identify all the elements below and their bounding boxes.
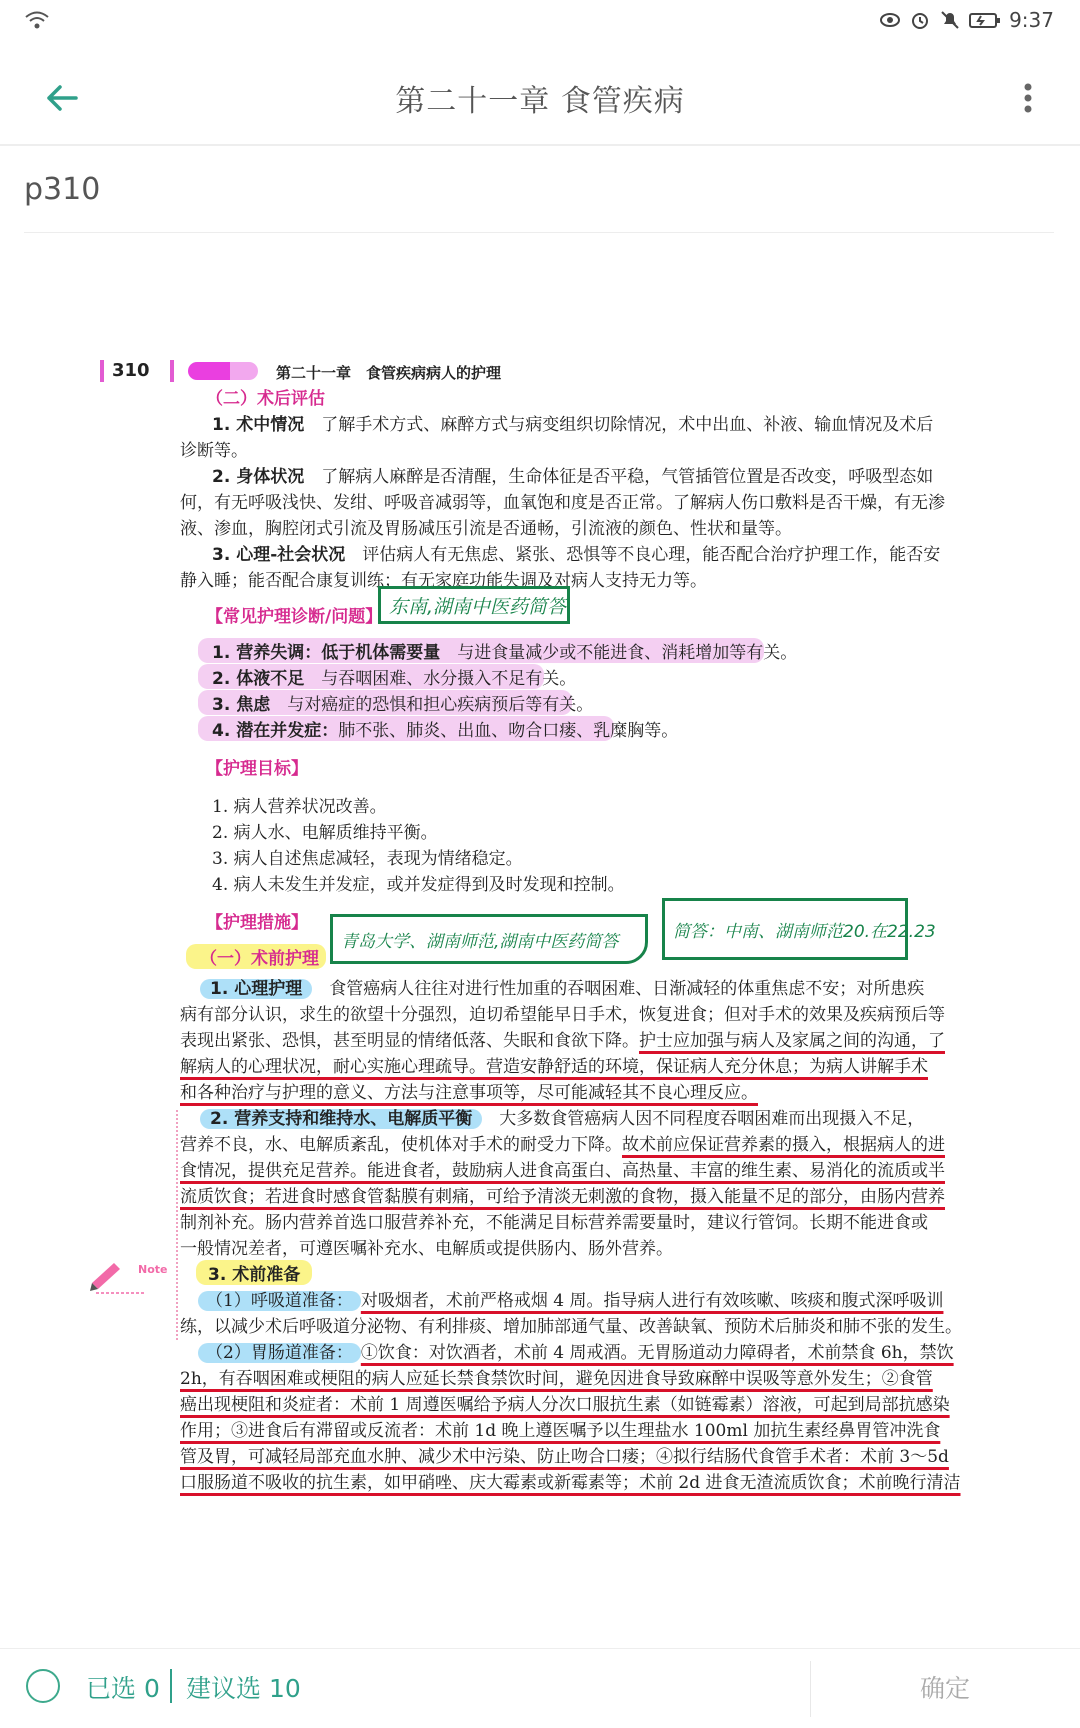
underlined-line: 2h，有吞咽困难或梗阻的病人应延长禁食禁饮时间，避免因进食导致麻醉中误吸等意外发生；②食管	[180, 1369, 933, 1389]
note-marker	[86, 1255, 186, 1315]
mute-icon	[939, 9, 961, 31]
highlighted-heading: 3. 术前准备	[196, 1260, 312, 1285]
app-bar	[0, 50, 1080, 146]
section-heading: 【常见护理诊断/问题】	[206, 607, 383, 627]
wifi-icon	[24, 10, 50, 34]
text-line: （1）呼吸道准备： 对吸烟者，术前严格戒烟 4 周。指导病人进行有效咳嗽、咳痰和腹式深呼吸训	[198, 1286, 943, 1311]
list-item: 2. 病人水、电解质维持平衡。	[212, 823, 438, 843]
section-heading: （二）术后评估	[206, 389, 325, 409]
underlined-line: 癌出现梗阻和炎症者：术前 1 周遵医嘱给予病人分次口服抗生素（如链霉素）溶液，可起到局部抗感染	[180, 1395, 950, 1415]
text-line: 静入睡；能否配合康复训练；有无家庭功能失调及对病人支持无力等。	[180, 571, 707, 591]
text-line: 制剂补充。肠内营养首选口服营养补充，不能满足目标营养需要量时，建议行管饲。长期不能进食或	[180, 1213, 928, 1233]
text-line: 病有部分认识，求生的欲望十分强烈，迫切希望能早日手术，恢复进食；但对手术的效果及疾病预后等	[180, 1005, 945, 1025]
text-line: 2. 营养支持和维持水、电解质平衡 大多数食管癌病人因不同程度吞咽困难而出现摄入不足，	[200, 1104, 924, 1129]
battery-icon	[969, 9, 1001, 31]
section-heading: 【护理措施】	[206, 913, 308, 933]
header-bar	[100, 360, 104, 382]
divider	[810, 1661, 811, 1717]
text-line: 练，以减少术后呼吸道分泌物、有利排痰、增加肺部通气量、改善缺氧、预防术后肺炎和肺不张的发生。	[180, 1317, 962, 1337]
page-title: 第二十一章 食管疾病	[395, 84, 685, 119]
text-line: （2）胃肠道准备： ①饮食：对饮酒者，术前 4 周戒酒。无胃肠道动力障碍者，术前禁食 6h，禁饮	[198, 1338, 954, 1363]
document-page	[0, 340, 1080, 1630]
underlined-line: 食情况，提供充足营养。能进食者，鼓励病人进食高蛋白、高热量、丰富的维生素、易消化的流质或半	[180, 1161, 945, 1181]
list-item: 4. 病人未发生并发症，或并发症得到及时发现和控制。	[212, 875, 625, 895]
highlighted-line: 3. 焦虑 与对癌症的恐惧和担心疾病预后等有关。	[198, 690, 572, 715]
handwritten-note: 简答：中南、湖南师范20.在22.23	[662, 898, 908, 960]
status-icons	[879, 8, 1054, 32]
doc-header-title: 第二十一章 食管疾病病人的护理	[276, 364, 502, 382]
alarm-icon	[909, 9, 931, 31]
text-line: 2. 身体状况 了解病人麻醉是否清醒，生命体征是否平稳，气管插管位置是否改变，呼吸型态如	[212, 467, 934, 487]
more-options-button[interactable]	[1006, 72, 1050, 124]
header-bar	[170, 360, 174, 382]
text-line: 营养不良，水、电解质紊乱，使机体对手术的耐受力下降。故术前应保证营养素的摄入，根据病人的进	[180, 1135, 945, 1155]
doc-page-number: 310	[112, 360, 150, 381]
list-item: 3. 病人自述焦虑减轻，表现为情绪稳定。	[212, 849, 523, 869]
more-vertical-icon	[1023, 82, 1033, 114]
suggest-select-button[interactable]: 建议选 10	[186, 1674, 301, 1703]
confirm-button[interactable]: 确定	[920, 1674, 971, 1703]
divider	[24, 232, 1054, 233]
underlined-line: 和各种治疗与护理的意义、方法与注意事项等，尽可能减轻其不良心理反应。	[180, 1083, 758, 1103]
selected-count: 已选 0	[86, 1674, 160, 1703]
underlined-line: 口服肠道不吸收的抗生素，如甲硝唑、庆大霉素或新霉素等；术前 2d 进食无渣流质饮食；术前晚行清洁	[180, 1473, 961, 1493]
text-line: 何，有无呼吸浅快、发绀、呼吸音减弱等，血氧饱和度是否正常。了解病人伤口敷料是否干燥，有无渗	[180, 493, 945, 513]
divider	[170, 1669, 172, 1703]
highlighted-line: 4. 潜在并发症：肺不张、肺炎、出血、吻合口瘘、乳糜胸等。	[198, 716, 614, 741]
underlined-line: 作用；③进食后有滞留或反流者：术前 1d 晚上遵医嘱予以生理盐水 100ml 加抗生素经鼻胃管冲洗食	[180, 1421, 941, 1441]
highlighted-line: 1. 营养失调：低于机体需要量 与进食量减少或不能进食、消耗增加等有关。	[198, 638, 764, 663]
underlined-line: 流质饮食；若进食时感食管黏膜有刺痛，可给予清淡无刺激的食物，摄入能量不足的部分，由肠内营养	[180, 1187, 945, 1207]
bottom-bar	[0, 1648, 1080, 1728]
underlined-line: 管及胃，可减轻局部充血水肿、减少术中污染、防止吻合口瘘；④拟行结肠代食管手术者：术前 3～5d	[180, 1447, 949, 1467]
pen-icon	[86, 1255, 146, 1295]
section-heading: 【护理目标】	[206, 759, 308, 779]
text-line: 液、渗血，胸腔闭式引流及胃肠减压引流是否通畅，引流液的颜色、性状和量等。	[180, 519, 792, 539]
header-pill	[188, 362, 258, 380]
text-line: 表现出紧张、恐惧，甚至明显的情绪低落、失眠和食欲下降。护士应加强与病人及家属之间的沟通，了	[180, 1031, 945, 1051]
status-bar	[0, 0, 1080, 44]
note-label: Note	[138, 1263, 168, 1276]
status-time: 9:37	[1009, 8, 1054, 32]
text-line: 1. 心理护理 食管癌病人往往对进行性加重的吞咽困难、日渐减轻的体重焦虑不安；对所患疾	[200, 974, 924, 999]
list-item: 1. 病人营养状况改善。	[212, 797, 387, 817]
handwritten-note: 东南,湖南中医药简答	[378, 586, 570, 624]
text-line: 1. 术中情况 了解手术方式、麻醉方式与病变组织切除情况，术中出血、补液、输血情况及术后	[212, 415, 934, 435]
highlighted-line: 2. 体液不足 与吞咽困难、水分摄入不足有关。	[198, 664, 544, 689]
eye-icon	[879, 9, 901, 31]
highlighted-heading: （一）术前护理	[186, 944, 326, 969]
underlined-line: 解病人的心理状况，耐心实施心理疏导。营造安静舒适的环境，保证病人充分休息；为病人讲解手术	[180, 1057, 928, 1077]
handwritten-note: 青岛大学、湖南师范,湖南中医药简答	[330, 914, 648, 964]
text-line: 一般情况差者，可遵医嘱补充水、电解质或提供肠内、肠外营养。	[180, 1239, 673, 1259]
text-line: 3. 心理-社会状况 评估病人有无焦虑、紧张、恐惧等不良心理，能否配合治疗护理工作，能否安	[212, 545, 941, 565]
page-label: p310	[24, 172, 101, 207]
select-all-radio[interactable]	[26, 1669, 60, 1703]
text-line: 诊断等。	[180, 441, 248, 461]
